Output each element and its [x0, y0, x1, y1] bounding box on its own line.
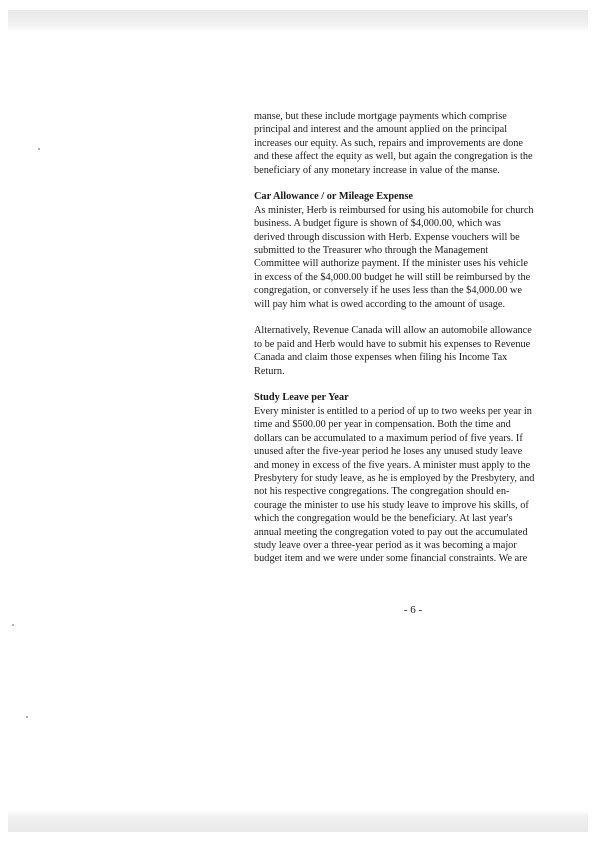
- text-line: submitted to the Treasurer who through the Management: [254, 245, 489, 257]
- text-line: in excess of the $4,000.00 budget he will still be reimbursed by the: [254, 271, 531, 283]
- text-line: time and $500.00 per year in compensation. Both the time and: [254, 419, 511, 431]
- text-line: beneficiary of any monetary increase in value of the manse.: [254, 164, 500, 176]
- text-line: and money in excess of the five years. A minister must apply to the: [254, 459, 531, 471]
- text-line: manse, but these include mortgage payments which comprise: [254, 111, 507, 122]
- text-line: business. A budget figure is shown of $4,000.00, which was: [254, 218, 501, 230]
- text-line: which the congregation would be the beneficiary. At last year's: [254, 513, 513, 525]
- text-line: not his respective congregations. The congregation should en-: [254, 486, 510, 498]
- text-line: increases our equity. As such, repairs and improvements are done: [254, 137, 523, 149]
- paragraph-gap: [254, 177, 576, 190]
- text-line: Committee will authorize payment. If the minister uses his vehicle: [254, 258, 528, 270]
- text-line: principal and interest and the amount applied on the principal: [254, 124, 508, 136]
- text-line: to be paid and Herb would have to submit his expenses to Revenue: [254, 338, 531, 350]
- text-line: Every minister is entitled to a period of up to two weeks per year in: [254, 405, 532, 417]
- text-line: congregation, or conversely if he uses less than the $4,000.00 we: [254, 285, 522, 297]
- scan-shadow-bottom: [8, 810, 588, 832]
- section-heading: Study Leave per Year: [254, 392, 349, 404]
- paragraph-gap: [254, 311, 576, 324]
- body-text: [254, 110, 576, 566]
- paragraph-gap: [254, 378, 576, 391]
- text-line: annual meeting the congregation voted to pay out the accumulated: [254, 526, 528, 538]
- text-line: As minister, Herb is reimbursed for using his automobile for church: [254, 204, 534, 216]
- text-line: unused after the five-year period he loses any unused study leave: [254, 446, 523, 458]
- text-line: Return.: [254, 365, 285, 377]
- scan-speck: [26, 716, 28, 718]
- text-line: and these affect the equity as well, but again the congregation is the: [254, 151, 533, 163]
- alternative-paragraph: [254, 324, 576, 378]
- text-line: will pay him what is owed according to the amount of usage.: [254, 298, 506, 310]
- text-line: study leave over a three-year period as it was becoming a major: [254, 539, 517, 551]
- intro-paragraph: [254, 110, 576, 177]
- text-line: dollars can be accumulated to a maximum period of five years. If: [254, 432, 523, 444]
- scan-shadow-top: [8, 10, 588, 32]
- scan-speck: [12, 624, 14, 626]
- text-line: Alternatively, Revenue Canada will allow an automobile allowance: [254, 325, 532, 337]
- study-leave-section: [254, 391, 576, 565]
- car-allowance-section: [254, 190, 576, 311]
- page-number: - 6 -: [403, 604, 423, 616]
- scan-speck: [38, 148, 40, 150]
- text-line: budget item and we were under some financial constraints. We are: [254, 553, 528, 565]
- text-line: Presbytery for study leave, as he is employed by the Presbytery, and: [254, 472, 535, 484]
- section-heading: Car Allowance / or Mileage Expense: [254, 191, 413, 203]
- text-line: derived through discussion with Herb. Expense vouchers will be: [254, 231, 520, 243]
- text-line: Canada and claim those expenses when filing his Income Tax: [254, 352, 508, 364]
- text-line: courage the minister to use his study leave to improve his skills, of: [254, 499, 529, 511]
